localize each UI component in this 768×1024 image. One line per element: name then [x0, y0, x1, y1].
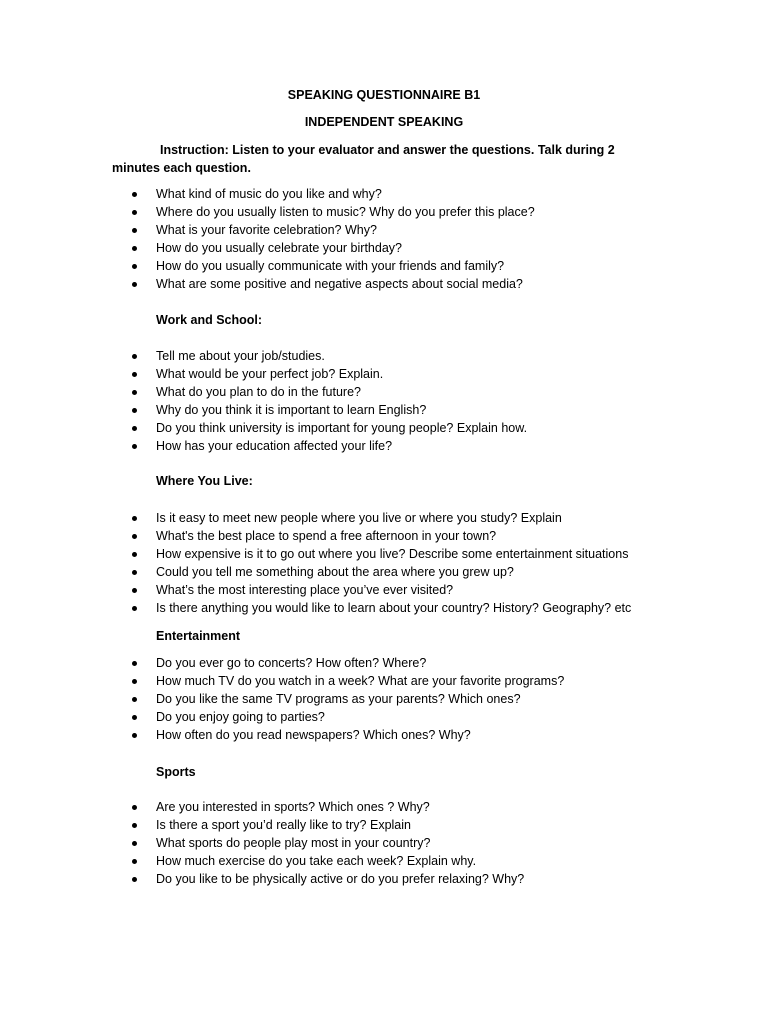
list-item: What sports do people play most in your country?: [130, 834, 524, 852]
list-item: What do you plan to do in the future?: [130, 383, 527, 401]
list-item: How much exercise do you take each week? Explain why.: [130, 852, 524, 870]
list-item: Is it easy to meet new people where you live or where you study? Explain: [130, 509, 631, 527]
list-item: How do you usually celebrate your birthday?: [130, 239, 535, 257]
document-title: SPEAKING QUESTIONNAIRE B1: [287, 88, 481, 102]
list-item: How expensive is it to go out where you live? Describe some entertainment situations: [130, 545, 631, 563]
section-heading-live: Where You Live:: [156, 474, 253, 488]
list-item: Is there a sport you’d really like to try? Explain: [130, 816, 524, 834]
list-item: Do you like to be physically active or do you prefer relaxing? Why?: [130, 870, 524, 888]
list-item: Why do you think it is important to learn English?: [130, 401, 527, 419]
list-item: Is there anything you would like to learn about your country? History? Geography? etc: [130, 599, 631, 617]
instruction-text: Instruction: Listen to your evaluator and answer the questions. Talk during 2 minutes each question.: [112, 143, 615, 175]
list-item: Are you interested in sports? Which ones ? Why?: [130, 798, 524, 816]
section-heading-sports: Sports: [156, 765, 196, 779]
list-item: What’s the most interesting place you’ve ever visited?: [130, 581, 631, 599]
list-item: How much TV do you watch in a week? What are your favorite programs?: [130, 672, 564, 690]
list-item: How has your education affected your life?: [130, 437, 527, 455]
document-subtitle: INDEPENDENT SPEAKING: [304, 115, 464, 129]
list-item: How often do you read newspapers? Which ones? Why?: [130, 726, 564, 744]
list-item: What is your favorite celebration? Why?: [130, 221, 535, 239]
list-item: What kind of music do you like and why?: [130, 185, 535, 203]
entertainment-question-list: [130, 654, 564, 744]
work-question-list: [130, 347, 527, 455]
section-heading-work: Work and School:: [156, 313, 263, 327]
list-item: How do you usually communicate with your friends and family?: [130, 257, 535, 275]
intro-question-list: [130, 185, 535, 293]
section-heading-entertainment: Entertainment: [156, 629, 241, 643]
list-item: Do you ever go to concerts? How often? Where?: [130, 654, 564, 672]
list-item: Tell me about your job/studies.: [130, 347, 527, 365]
sports-question-list: [130, 798, 524, 888]
list-item: Where do you usually listen to music? Why do you prefer this place?: [130, 203, 535, 221]
list-item: What's the best place to spend a free afternoon in your town?: [130, 527, 631, 545]
list-item: Do you like the same TV programs as your parents? Which ones?: [130, 690, 564, 708]
list-item: Do you think university is important for young people? Explain how.: [130, 419, 527, 437]
list-item: Could you tell me something about the area where you grew up?: [130, 563, 631, 581]
list-item: What would be your perfect job? Explain.: [130, 365, 527, 383]
list-item: Do you enjoy going to parties?: [130, 708, 564, 726]
list-item: What are some positive and negative aspects about social media?: [130, 275, 535, 293]
live-question-list: [130, 509, 631, 617]
